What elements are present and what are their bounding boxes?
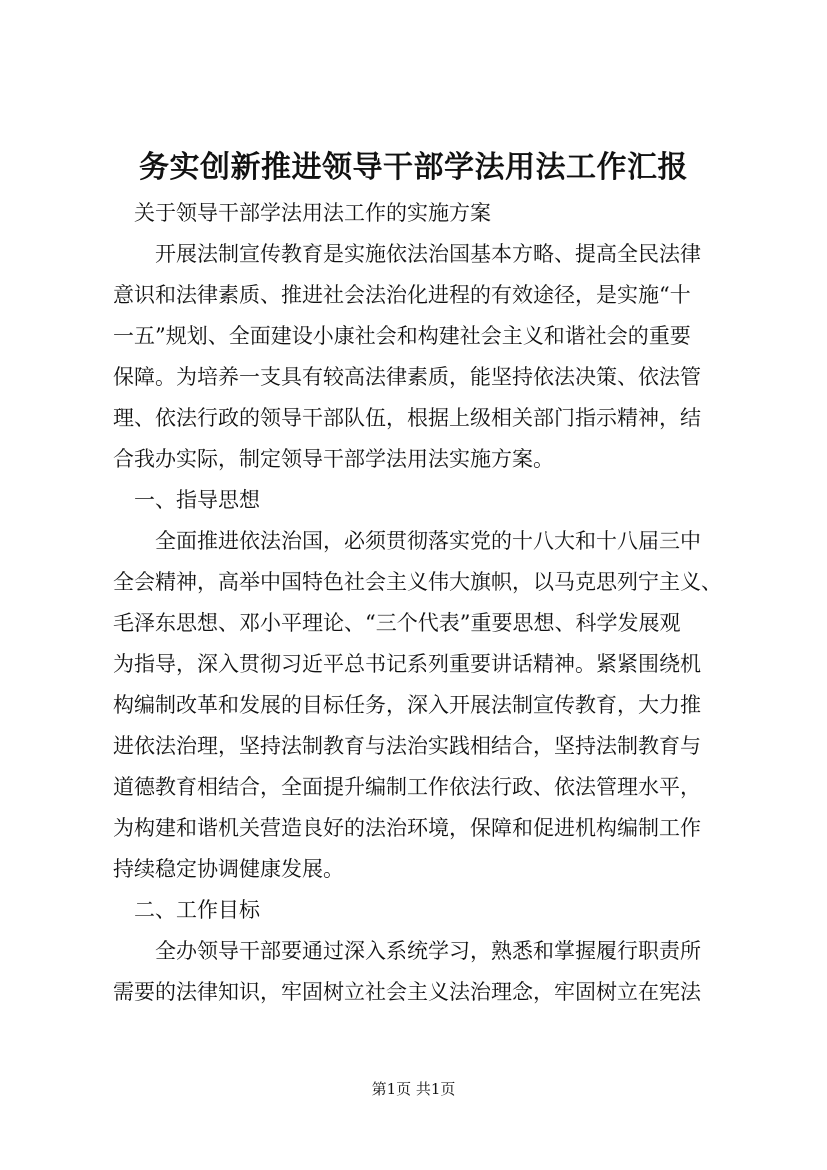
page-footer: 第1页 共1页 [371, 1080, 456, 1098]
body-line: 意识和法律素质、推进社会法治化进程的有效途径，是实施“十 [113, 283, 691, 307]
body-line: 为构建和谐机关营造良好的法治环境，保障和促进机构编制工作 [113, 816, 701, 840]
body-line: 全面推进依法治国，必须贯彻落实党的十八大和十八届三中 [155, 529, 701, 553]
body-line: 关于领导干部学法用法工作的实施方案 [134, 201, 491, 225]
body-line: 道德教育相结合，全面提升编制工作依法行政、依法管理水平， [113, 775, 701, 799]
body-line: 一、指导思想 [134, 488, 260, 512]
body-line: 需要的法律知识，牢固树立社会主义法治理念，牢固树立在宪法 [113, 980, 701, 1004]
body-line: 为指导，深入贯彻习近平总书记系列重要讲话精神。紧紧围绕机 [113, 652, 701, 676]
body-line: 构编制改革和发展的目标任务，深入开展法制宣传教育，大力推 [113, 693, 701, 717]
body-line: 合我办实际，制定领导干部学法用法实施方案。 [113, 447, 554, 471]
body-line: 进依法治理，坚持法制教育与法治实践相结合，坚持法制教育与 [113, 734, 701, 758]
document-title: 务实创新推进领导干部学法用法工作汇报 [139, 150, 688, 185]
body-line: 持续稳定协调健康发展。 [113, 857, 344, 881]
body-line: 毛泽东思想、邓小平理论、“三个代表”重要思想、科学发展观 [113, 611, 681, 635]
body-line: 二、工作目标 [134, 898, 260, 922]
body-line: 全办领导干部要通过深入系统学习，熟悉和掌握履行职责所 [155, 939, 701, 963]
body-line: 保障。为培养一支具有较高法律素质，能坚持依法决策、依法管 [113, 365, 701, 389]
body-line: 一五”规划、全面建设小康社会和构建社会主义和谐社会的重要 [113, 324, 691, 348]
body-line: 理、依法行政的领导干部队伍，根据上级相关部门指示精神，结 [113, 406, 701, 430]
body-line: 全会精神，高举中国特色社会主义伟大旗帜，以马克思列宁主义、 [113, 570, 722, 594]
body-line: 开展法制宣传教育是实施依法治国基本方略、提高全民法律 [155, 242, 701, 266]
document-body [113, 193, 733, 1013]
